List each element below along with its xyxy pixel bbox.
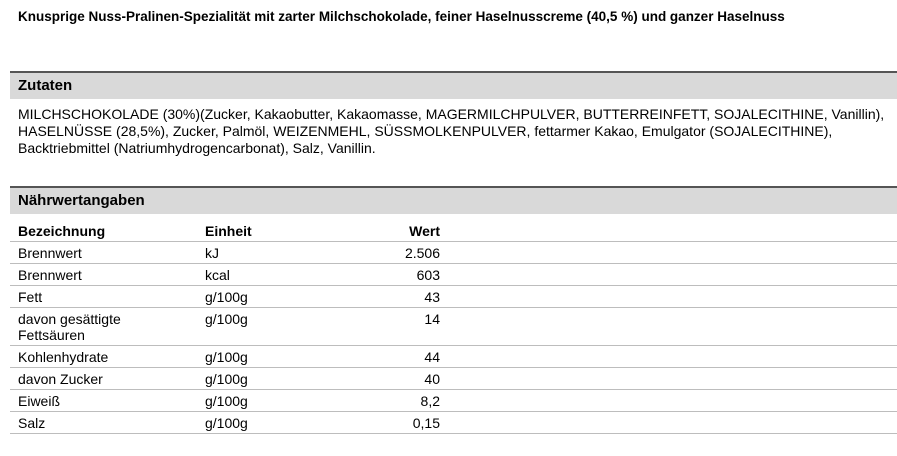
nutrition-table [10, 218, 897, 434]
row-name: Salz [10, 412, 205, 434]
row-name: Fett [10, 286, 205, 308]
nutrition-header-row [10, 218, 897, 242]
table-row [10, 264, 897, 286]
row-name: Eiweiß [10, 390, 205, 412]
row-value: 14 [355, 308, 443, 346]
nutrition-header: Nährwertangaben [10, 186, 897, 214]
ingredients-header: Zutaten [10, 71, 897, 99]
row-unit: g/100g [205, 286, 355, 308]
row-unit: kJ [205, 242, 355, 264]
table-row [10, 346, 897, 368]
row-unit: g/100g [205, 412, 355, 434]
row-value: 43 [355, 286, 443, 308]
table-row [10, 368, 897, 390]
row-unit: g/100g [205, 346, 355, 368]
row-value: 8,2 [355, 390, 443, 412]
row-name: Brennwert [10, 242, 205, 264]
row-unit: g/100g [205, 390, 355, 412]
table-row [10, 390, 897, 412]
column-header-name: Bezeichnung [10, 218, 205, 242]
row-value: 40 [355, 368, 443, 390]
table-row [10, 286, 897, 308]
row-value: 44 [355, 346, 443, 368]
row-unit: kcal [205, 264, 355, 286]
row-name: davon gesättigte Fettsäuren [18, 311, 121, 343]
table-row [10, 308, 897, 346]
table-row [10, 412, 897, 434]
column-header-spacer [443, 218, 897, 242]
row-name: davon Zucker [10, 368, 205, 390]
row-value: 603 [355, 264, 443, 286]
row-unit: g/100g [205, 368, 355, 390]
row-value: 0,15 [355, 412, 443, 434]
row-value: 2.506 [355, 242, 443, 264]
row-name: Kohlenhydrate [10, 346, 205, 368]
ingredients-text: MILCHSCHOKOLADE (30%)(Zucker, Kakaobutter, Kakaomasse, MAGERMILCHPULVER, BUTTERREINFETT, SOJALECITHINE, Vanillin), HASELNÜSSE (28,5%), Zucker, Palmöl, WEIZENMEHL, SÜSSMOLKENPULVER, fettarmer Kakao, Emulgator (SOJALECITHINE), Backtriebmittel (Natriumhydrogencarbonat), Salz, Vanillin. [18, 106, 885, 156]
column-header-unit: Einheit [205, 218, 355, 242]
product-title: Knusprige Nuss-Pralinen-Spezialität mit zarter Milchschokolade, feiner Haselnusscreme (40,5 %) und ganzer Haselnuss [18, 9, 785, 24]
column-header-value: Wert [355, 218, 443, 242]
table-row [10, 242, 897, 264]
row-name: Brennwert [10, 264, 205, 286]
row-unit: g/100g [205, 308, 355, 346]
